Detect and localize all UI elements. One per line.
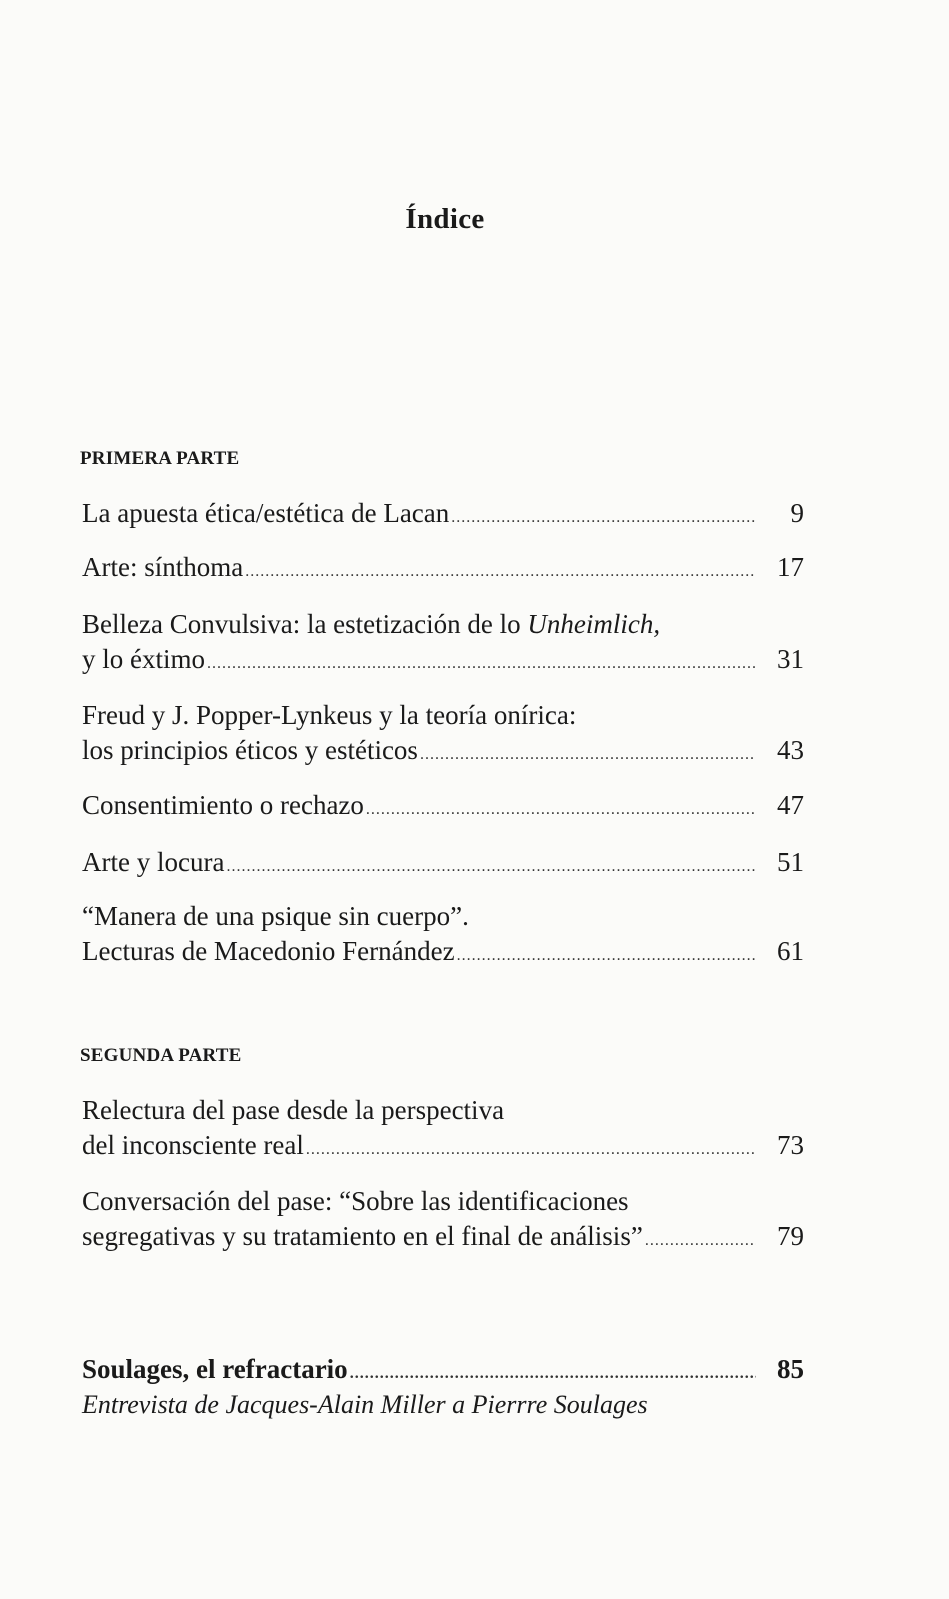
page-number: 73 <box>777 1130 804 1160</box>
leader-dots <box>245 554 756 589</box>
toc-entry[interactable] <box>82 496 804 531</box>
leader-dots <box>207 646 756 681</box>
entry-title-line: Lecturas de Macedonio Fernández <box>82 936 455 966</box>
leader-dots <box>457 938 756 973</box>
entry-title-line: del inconsciente real <box>82 1130 304 1160</box>
entry-title: La apuesta ética/estética de Lacan <box>82 498 450 528</box>
toc-entry[interactable] <box>82 1093 804 1163</box>
toc-entry[interactable] <box>82 845 804 880</box>
entry-title: Arte y locura <box>82 847 225 877</box>
toc-entry[interactable] <box>82 550 804 585</box>
page-number: 47 <box>777 790 804 820</box>
page-number: 31 <box>777 644 804 674</box>
page-number: 17 <box>777 552 804 582</box>
toc-entry[interactable] <box>82 1184 804 1254</box>
leader-dots <box>306 1132 756 1167</box>
page-title: Índice <box>405 203 485 235</box>
leader-dots <box>420 737 756 772</box>
toc-entry[interactable] <box>82 607 804 677</box>
entry-title-italic: Unheimlich, <box>527 609 661 639</box>
entry-title: Consentimiento o rechazo <box>82 790 364 820</box>
leader-dots <box>226 849 756 884</box>
entry-title: Arte: sínthoma <box>82 552 244 582</box>
part-heading-segunda: SEGUNDA PARTE <box>80 1045 242 1066</box>
entry-title-line: los principios éticos y estéticos <box>82 735 418 765</box>
toc-entry-soulages[interactable] <box>82 1352 804 1422</box>
leader-dots <box>366 792 756 827</box>
entry-title-line: Relectura del pase desde la perspectiva <box>82 1095 505 1125</box>
entry-title-line: Freud y J. Popper-Lynkeus y la teoría onírica: <box>82 700 577 730</box>
page-number: 79 <box>777 1221 804 1251</box>
page-number: 61 <box>777 936 804 966</box>
page-number: 51 <box>777 847 804 877</box>
entry-title-line: Conversación del pase: “Sobre las identificaciones <box>82 1186 629 1216</box>
entry-title-line: y lo éxtimo <box>82 644 205 674</box>
leader-dots <box>451 500 756 535</box>
entry-title-line: “Manera de una psique sin cuerpo”. <box>82 901 469 931</box>
entry-title-line: Belleza Convulsiva: la estetización de lo <box>82 609 528 639</box>
entry-title-line: segregativas y su tratamiento en el final de análisis” <box>82 1221 643 1251</box>
toc-entry[interactable] <box>82 899 804 969</box>
page-number: 9 <box>790 498 804 528</box>
toc-entry[interactable] <box>82 788 804 823</box>
entry-title: Soulages, el refractario <box>82 1354 348 1384</box>
entry-subtitle: Entrevista de Jacques-Alain Miller a Pierrre Soulages <box>82 1390 648 1419</box>
leader-dots <box>350 1356 756 1391</box>
leader-dots <box>645 1223 756 1258</box>
toc-entry[interactable] <box>82 698 804 768</box>
page-number: 85 <box>777 1354 804 1384</box>
page-number: 43 <box>777 735 804 765</box>
part-heading-primera: PRIMERA PARTE <box>80 448 240 469</box>
